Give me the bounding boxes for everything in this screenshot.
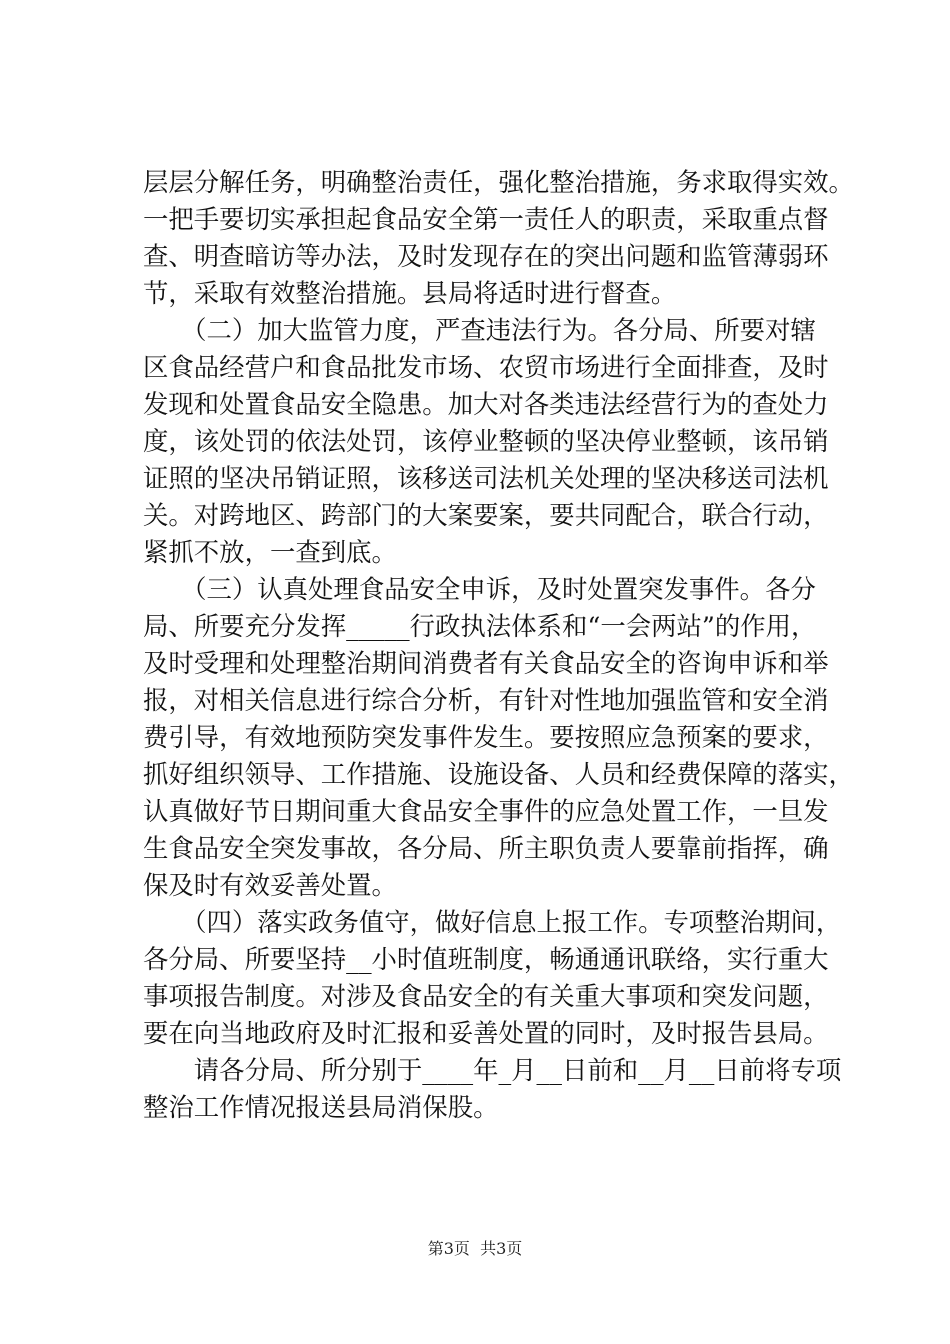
text-line: （二）加大监管力度，严查违法行为。各分局、所要对辖 [143,315,816,345]
text-line: 保及时有效妥善处置。 [143,870,397,900]
text-line: 区食品经营户和食品批发市场、农贸市场进行全面排查，及时 [143,352,829,382]
text-line: 发现和处置食品安全隐患。加大对各类违法经营行为的查处力 [143,389,829,419]
text-line: 请各分局、所分别于____年_月__日前和__月__日前将专项 [143,1055,842,1085]
text-line: 查、明查暗访等办法，及时发现存在的突出问题和监管薄弱环 [143,241,829,271]
text-line: 及时受理和处理整治期间消费者有关食品安全的咨询申诉和举 [143,648,829,678]
text-line: 层层分解任务，明确整治责任，强化整治措施，务求取得实效。 [143,167,854,197]
text-line: 认真做好节日期间重大食品安全事件的应急处置工作，一旦发 [143,796,829,826]
text-line: 整治工作情况报送县局消保股。 [143,1092,499,1122]
text-line: 费引导，有效地预防突发事件发生。要按照应急预案的要求， [143,722,829,752]
text-line: 局、所要充分发挥_____行政执法体系和“一会两站”的作用， [143,611,817,641]
text-line: （三）认真处理食品安全申诉，及时处置突发事件。各分 [143,574,816,604]
page-footer: 第3页 共3页 [427,1239,523,1258]
text-line: 要在向当地政府及时汇报和妥善处置的同时，及时报告县局。 [143,1018,829,1048]
text-line: 一把手要切实承担起食品安全第一责任人的职责，采取重点督 [143,204,829,234]
text-line: 关。对跨地区、跨部门的大案要案，要共同配合，联合行动， [143,500,829,530]
text-line: 生食品安全突发事故，各分局、所主职负责人要靠前指挥，确 [143,833,829,863]
text-line: 事项报告制度。对涉及食品安全的有关重大事项和突发问题， [143,981,829,1011]
text-line: 紧抓不放，一查到底。 [143,537,397,567]
text-line: 度，该处罚的依法处罚，该停业整顿的坚决停业整顿，该吊销 [143,426,829,456]
text-line: 抓好组织领导、工作措施、设施设备、人员和经费保障的落实， [143,759,854,789]
text-line: 证照的坚决吊销证照，该移送司法机关处理的坚决移送司法机 [143,463,829,493]
text-line: 节，采取有效整治措施。县局将适时进行督查。 [143,278,677,308]
text-line: （四）落实政务值守，做好信息上报工作。专项整治期间， [143,907,842,937]
text-line: 各分局、所要坚持__小时值班制度，畅通通讯联络，实行重大 [143,944,829,974]
text-line: 报，对相关信息进行综合分析，有针对性地加强监管和安全消 [143,685,829,715]
document-body [143,164,855,1126]
